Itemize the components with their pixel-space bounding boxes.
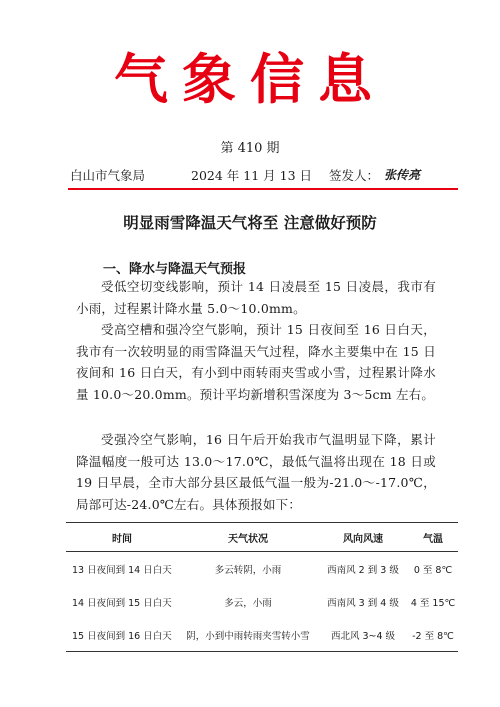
header-wind: 风向风速 — [318, 523, 408, 552]
table-row — [66, 552, 458, 586]
cell-weather: 多云，小雨 — [224, 597, 272, 609]
header-divider — [68, 188, 458, 190]
section-title: 一、降水与降温天气预报 — [103, 262, 247, 277]
table-header-row — [66, 523, 458, 552]
cell-wind: 西南风 2 到 3 级 — [327, 564, 399, 576]
paragraph-3: 受强冷空气影响，16 日午后开始我市气温明显下降，累计降温幅度一般可达 13.0～17.0℃，最低气温将出现在 18 日或 19 日早晨，全市大部分县区最低气温一般为-21.0～-17.0℃，局部可达-24.0℃左右。具体预报如下： — [76, 432, 436, 513]
issue-number: 第 410 期 — [220, 141, 280, 156]
cell-temp: 4 至 15℃ — [410, 597, 456, 609]
cell-temp: 0 至 8℃ — [413, 564, 453, 576]
forecast-table — [66, 522, 458, 652]
cell-weather: 多云转阴，小雨 — [214, 564, 282, 576]
masthead-title: 气象信息 — [114, 47, 386, 111]
paragraph-1: 受低空切变线影响，预计 14 日凌晨至 15 日凌晨，我市有小雨，过程累计降水量 5.0～10.0mm。 — [76, 279, 436, 316]
table-row — [66, 618, 458, 652]
meta-row — [68, 166, 458, 184]
cell-weather: 阴，小到中雨转雨夹雪转小雪 — [178, 618, 318, 652]
header-temp: 气温 — [408, 523, 458, 552]
cell-wind: 西南风 3 到 4 级 — [327, 597, 399, 609]
signer-label: 签发人： — [329, 168, 380, 183]
cell-time: 13 日夜间到 14 日白天 — [72, 564, 172, 576]
header-weather: 天气状况 — [178, 523, 318, 552]
header-time: 时间 — [66, 523, 178, 552]
paragraph-2: 受高空槽和强冷空气影响，预计 15 日夜间至 16 日白天，我市有一次较明显的雨雪降温天气过程，降水主要集中在 15 日夜间和 16 日白天，有小到中雨转雨夹雪或小雪，过程累计降水量 10.0～20.0mm。预计平均新增积雪深度为 3～5cm 左右。 — [76, 322, 436, 403]
issue-date: 2024 年 11 月 13 日 — [191, 168, 312, 183]
table-row — [66, 585, 458, 618]
issuing-bureau: 白山市气象局 — [70, 168, 146, 183]
cell-wind: 西北风 3~4 级 — [318, 618, 408, 652]
signer-signature: 张传亮 — [384, 168, 421, 182]
article-headline: 明显雨雪降温天气将至 注意做好预防 — [123, 214, 377, 232]
cell-time: 14 日夜间到 15 日白天 — [72, 597, 172, 609]
cell-time: 15 日夜间到 16 日白天 — [66, 618, 178, 652]
cell-temp: -2 至 8℃ — [408, 618, 458, 652]
